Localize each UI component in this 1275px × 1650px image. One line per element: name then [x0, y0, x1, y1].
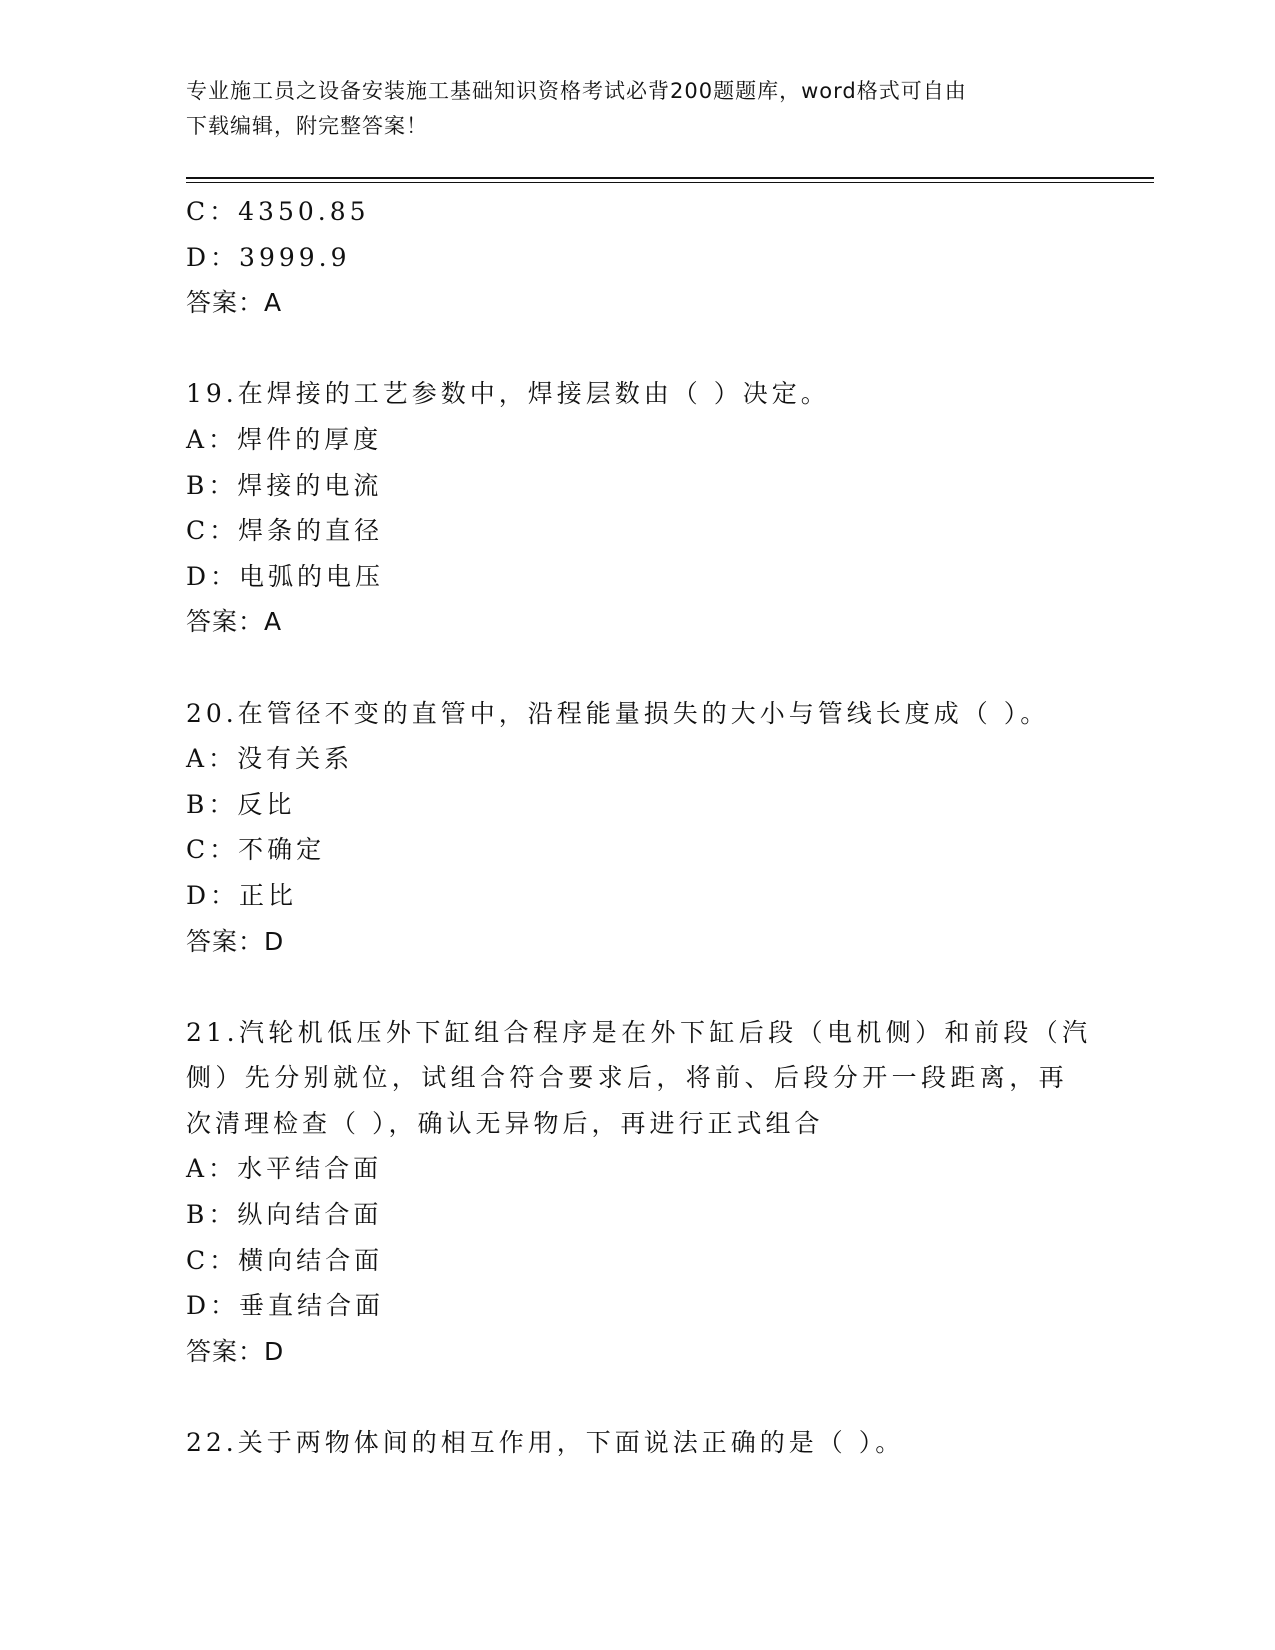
question-stem: 20.在管径不变的直管中，沿程能量损失的大小与管线长度成（ ）。 — [186, 698, 1050, 728]
option-text: 没有关系 — [237, 744, 354, 774]
question-stem-line-3: 次清理检查（ ），确认无异物后，再进行正式组合 — [186, 1108, 824, 1138]
spacer — [186, 645, 1086, 691]
question-22 — [186, 1420, 1086, 1466]
option-text: 水平结合面 — [237, 1154, 383, 1184]
option-c — [186, 508, 1086, 554]
option-label: A： — [186, 424, 238, 454]
option-label: B： — [186, 470, 238, 500]
question-19 — [186, 371, 1086, 645]
document-header — [186, 74, 1086, 144]
question-stem: 22.关于两物体间的相互作用，下面说法正确的是（ ）。 — [186, 1428, 905, 1458]
answer-line: 答案：A — [186, 607, 283, 637]
option-label: C： — [186, 516, 239, 546]
option-a — [186, 736, 1086, 782]
question-18-continued — [186, 189, 1086, 326]
option-d — [186, 873, 1086, 919]
option-c — [186, 827, 1086, 873]
option-text: 垂直结合面 — [239, 1291, 385, 1321]
option-label: A： — [186, 744, 238, 774]
question-list — [186, 189, 1092, 1466]
spacer — [186, 326, 1086, 372]
spacer — [186, 964, 1086, 1010]
option-label: B： — [186, 789, 238, 819]
spacer — [186, 1374, 1086, 1420]
option-d — [186, 235, 1086, 281]
question-21 — [186, 1010, 1092, 1375]
option-b — [186, 782, 1086, 828]
answer-line: 答案：D — [186, 1336, 285, 1366]
option-text: 不确定 — [238, 835, 326, 865]
option-text: 3999.9 — [239, 242, 351, 272]
option-a — [186, 1146, 1086, 1192]
option-text: 焊接的电流 — [237, 470, 383, 500]
option-label: D： — [186, 1291, 240, 1321]
option-a — [186, 417, 1086, 463]
option-label: D： — [186, 242, 240, 272]
option-label: A： — [186, 1154, 238, 1184]
option-text: 4350.85 — [238, 197, 370, 226]
option-label: D： — [186, 880, 240, 910]
option-label: B： — [186, 1200, 238, 1230]
header-divider-thick — [186, 177, 1154, 179]
option-text: 焊件的厚度 — [237, 424, 383, 454]
header-title-line-1: 专业施工员之设备安装施工基础知识资格考试必背200题题库，word格式可自由 — [186, 79, 967, 103]
option-b — [186, 463, 1086, 509]
option-c — [186, 189, 1086, 235]
option-text: 正比 — [239, 880, 298, 910]
option-c — [186, 1238, 1086, 1284]
option-b — [186, 1192, 1086, 1238]
question-20 — [186, 691, 1086, 965]
answer-line: 答案：A — [186, 288, 283, 318]
option-text: 反比 — [237, 789, 296, 819]
header-title-line-2: 下载编辑，附完整答案！ — [186, 114, 428, 138]
header-divider-thin — [186, 182, 1154, 183]
question-stem-line-2: 侧）先分别就位，试组合符合要求后，将前、后段分开一段距离，再 — [186, 1063, 1069, 1093]
option-label: C： — [186, 1245, 239, 1275]
option-text: 纵向结合面 — [237, 1200, 383, 1230]
option-text: 横向结合面 — [238, 1245, 384, 1275]
option-d — [186, 1283, 1086, 1329]
answer-line: 答案：D — [186, 926, 285, 956]
option-d — [186, 554, 1086, 600]
option-text: 电弧的电压 — [239, 561, 385, 591]
question-stem: 19.在焊接的工艺参数中，焊接层数由（ ）决定。 — [186, 379, 830, 409]
option-text: 焊条的直径 — [238, 516, 384, 546]
option-label: C： — [186, 835, 239, 865]
option-label: D： — [186, 561, 240, 591]
question-stem-line-1: 21.汽轮机低压外下缸组合程序是在外下缸后段（电机侧）和前段（汽 — [186, 1017, 1092, 1047]
option-label: C： — [186, 197, 239, 226]
